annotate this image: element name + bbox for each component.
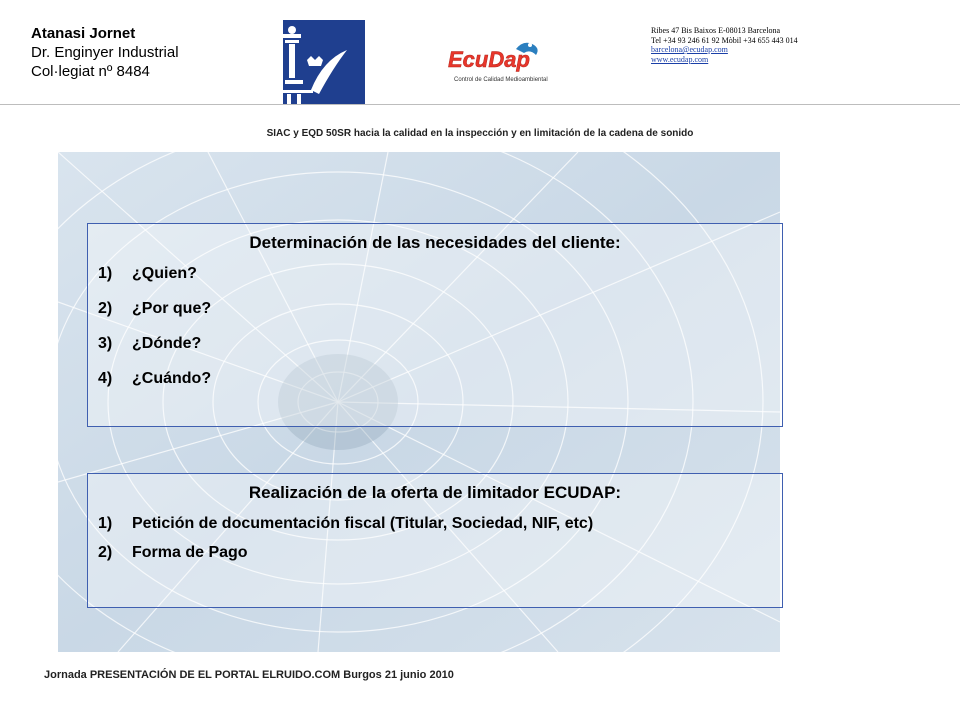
contact-web-link[interactable]: www.ecudap.com	[651, 54, 709, 64]
author-block	[31, 24, 179, 81]
list-item: 2) ¿Por que?	[98, 300, 212, 317]
logo-brand-text: EcuDap	[448, 47, 530, 72]
contact-phone: Tel +34 93 246 61 92 Mòbil +34 655 443 014	[651, 35, 798, 45]
needs-section-heading: Determinación de las necesidades del cliente:	[249, 233, 621, 252]
offer-list	[88, 515, 782, 573]
needs-section-box	[87, 223, 783, 427]
list-item: 1) Petición de documentación fiscal (Titular, Sociedad, NIF, etc)	[98, 515, 594, 532]
list-item: 4) ¿Cuándo?	[98, 370, 212, 387]
crest-logo	[283, 20, 365, 104]
author-name: Atanasi Jornet	[31, 25, 136, 42]
offer-section-heading: Realización de la oferta de limitador ECUDAP:	[248, 483, 622, 502]
offer-section-box	[87, 473, 783, 608]
list-item: 2) Forma de Pago	[98, 544, 248, 561]
author-title: Dr. Enginyer Industrial	[31, 44, 179, 61]
ecudap-logo	[446, 37, 556, 87]
contact-address: Ribes 47 Bis Baixos E-08013 Barcelona	[651, 26, 781, 35]
header-divider	[0, 104, 960, 105]
list-item: 1) ¿Quien?	[98, 265, 197, 282]
slide-footer: Jornada PRESENTACIÓN DE EL PORTAL ELRUIDO.COM Burgos 21 junio 2010	[44, 669, 454, 681]
author-college: Col·legiat nº 8484	[31, 63, 150, 80]
logo-tagline: Control de Calidad Medioambiental	[454, 77, 548, 83]
contact-email-link[interactable]: barcelona@ecudap.com	[651, 45, 728, 54]
needs-list	[88, 265, 782, 405]
contact-block	[651, 26, 798, 64]
list-item: 3) ¿Dónde?	[98, 335, 202, 352]
slide-subtitle: SIAC y EQD 50SR hacia la calidad en la inspección y en limitación de la cadena de sonido	[266, 128, 694, 139]
